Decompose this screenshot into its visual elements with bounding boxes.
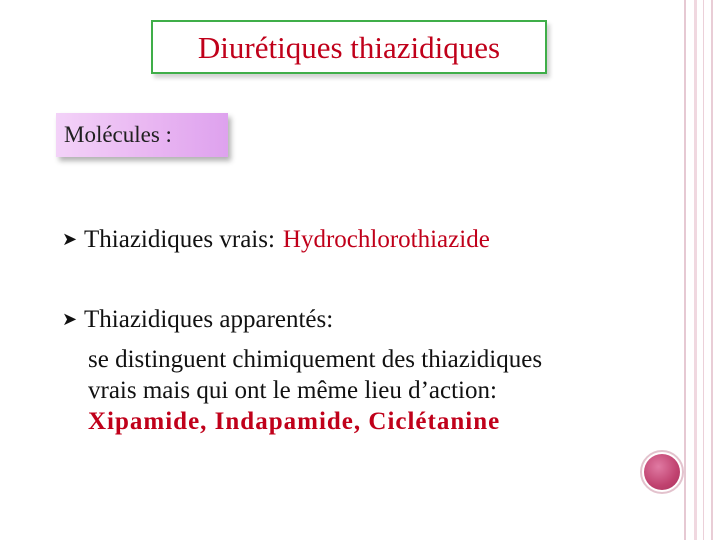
arrow-bullet-icon: ➤ bbox=[62, 229, 78, 249]
bullet-item-true-thiazides bbox=[62, 226, 490, 254]
decorative-line bbox=[711, 0, 713, 540]
bullet-label: Thiazidiques vrais: bbox=[84, 226, 275, 253]
decorative-line bbox=[684, 0, 686, 540]
description-line: vrais mais qui ont le même lieu d’action: bbox=[88, 377, 497, 404]
section-label: Molécules : bbox=[64, 122, 172, 147]
arrow-bullet-icon: ➤ bbox=[62, 309, 78, 329]
description-line: se distinguent chimiquement des thiazidiques bbox=[88, 346, 543, 373]
decorative-line bbox=[703, 0, 704, 540]
section-label-box bbox=[56, 113, 228, 157]
pink-circle-icon bbox=[644, 454, 680, 490]
bullet-item-related-thiazides bbox=[62, 306, 333, 334]
bullet-value: Hydrochlorothiazide bbox=[282, 226, 490, 253]
title-box bbox=[151, 20, 547, 74]
decorative-line bbox=[694, 0, 697, 540]
slide-title: Diurétiques thiazidiques bbox=[197, 29, 501, 65]
description-paragraph bbox=[88, 344, 678, 437]
molecule-names: Xipamide, Indapamide, Ciclétanine bbox=[88, 408, 501, 435]
bullet-label: Thiazidiques apparentés: bbox=[84, 306, 334, 333]
